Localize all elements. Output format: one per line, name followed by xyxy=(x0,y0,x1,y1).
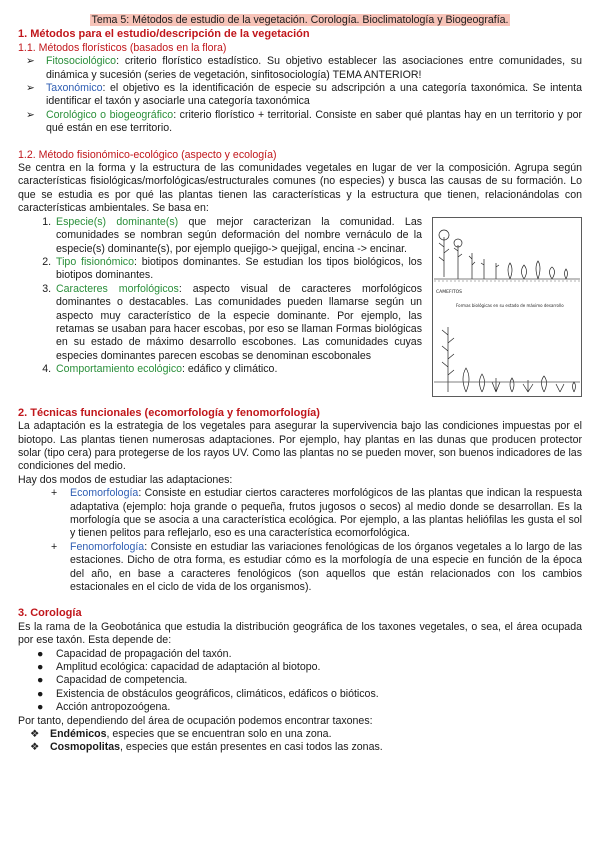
list-item xyxy=(30,741,582,754)
list-item: ● Amplitud ecológica: capacidad de adaptación al biotopo. xyxy=(37,661,321,673)
definition: : criterio florístico estadístico. Su objetivo establecer las asociaciones entre comunidades, su dinámica y sucesión (series de vegetación, sinfitosociología) TEMA ANTERIOR! xyxy=(46,55,582,81)
list-item xyxy=(26,82,582,109)
diamond-bullet-icon: ❖ xyxy=(30,741,40,754)
diamond-bullet-icon: ❖ xyxy=(30,728,40,741)
term: Endémicos xyxy=(50,728,107,741)
arrow-bullet-icon: ➢ xyxy=(26,82,35,95)
bullet-dot-icon: ● xyxy=(37,701,44,714)
section-2-intro: La adaptación es la estrategia de los vegetales para asegurar la supervivencia bajo las condiciones impuestas por el biotopo. Las plantas tienen numerosas adaptaciones. Por ejemplo, hay plantas en las dunas que producen protector solar (tipo cera) para protegerse de los rayos UV. Como las plantas no se pueden mover, son buenos indicadores de las condiciones del medio. xyxy=(18,420,582,473)
section-2-heading: 2. Técnicas funcionales (ecomorfología y fenomorfología) xyxy=(18,406,320,419)
definition: : aspecto visual de caracteres morfológicos dominantes o destacables. Las comunidades pueden llamarse según un aspecto muy característico de la especie dominante. Por ejemplo, las retamas se usaban para hacer escobas, por eso se llaman Formas biológicas en su estado de máximo desarrollo escobones. Las comunidades cuyas especies dominantes parecen escobas se denominan escobonales xyxy=(56,282,422,362)
bullet-dot-icon: ● xyxy=(37,674,44,687)
definition: , especies que están presentes en casi todos las zonas. xyxy=(120,741,383,754)
section-1-heading: 1. Métodos para el estudio/descripción de la vegetación xyxy=(18,28,310,41)
plus-bullet-icon: + xyxy=(51,487,58,500)
definition: : el objetivo es la identificación de especie su adscripción a una categoría taxonómica. Se intenta identificar el taxón y asociarle una categoría taxonómica xyxy=(46,82,582,108)
list-item xyxy=(26,55,582,82)
document-title: Tema 5: Métodos de estudio de la vegetación. Corología. Bioclimatología y Biogeografía. xyxy=(91,14,509,26)
section-2-intro-2: Hay dos modos de estudiar las adaptaciones: xyxy=(18,473,233,486)
life-forms-illustration xyxy=(432,217,582,397)
arrow-bullet-icon: ➢ xyxy=(26,108,35,121)
adaptation-methods-list xyxy=(18,487,582,594)
term: Ecomorfología xyxy=(70,487,139,500)
list-item xyxy=(51,487,582,541)
term: Corológico o biogeográfico xyxy=(46,108,174,121)
list-item: ● Capacidad de propagación del taxón. xyxy=(37,647,232,660)
bullet-dot-icon: ● xyxy=(37,647,44,660)
definition: que mejor caracterizan la comunidad. Las comunidades se nombran según deformación del nombre vernáculo de la especie(s) dominante(s), por ejemplo quejigo-> quejigal, encina -> encinar. xyxy=(56,215,423,255)
page xyxy=(18,14,582,755)
chorology-factors-list xyxy=(18,648,582,715)
definition: : criterio florístico + territorial. Consiste en saber qué plantas hay en un territorio y por qué están en ese territorio. xyxy=(46,108,583,135)
section-1-2-heading: 1.2. Método fisionómico-ecológico (aspecto y ecología) xyxy=(18,148,277,161)
figure-label-forms: Formas biológicas en su estado de máximo desarrollo xyxy=(456,302,564,308)
definition: : biotipos dominantes. Se estudian los tipos biológicos, los biotipos dominantes. xyxy=(56,255,422,282)
list-item xyxy=(30,728,582,741)
taxon-types-list xyxy=(18,728,582,755)
term: Fenomorfología xyxy=(70,540,145,553)
list-item: ● Capacidad de competencia. xyxy=(37,674,188,687)
section-3-intro-2: Por tanto, dependiendo del área de ocupación podemos encontrar taxones: xyxy=(18,714,373,727)
term: Especie(s) dominante(s) xyxy=(56,215,179,228)
term: Cosmopolitas xyxy=(50,741,121,754)
term: Taxonómico xyxy=(46,82,103,95)
section-1-1-heading: 1.1. Métodos florísticos (basados en la flora) xyxy=(18,41,227,54)
section-3-heading: 3. Corología xyxy=(18,607,82,620)
list-item: ● Existencia de obstáculos geográficos, climáticos, edáficos o bióticos. xyxy=(37,687,379,700)
term: Fitosociológico xyxy=(46,55,117,68)
list-item xyxy=(26,108,583,136)
section-1-2-intro: Se centra en la forma y la estructura de las comunidades vegetales en lugar de ver la composición. Agrupa según características fisiológicas/morfológicas/estructurales comunes (no especies) y busca las causas de su formación. Lo que se estudia es por qué las plantas tienen las características y la estructura que tienen, relacionándolas con características ambientales. Se basa en: xyxy=(18,162,582,215)
section-3-intro: Es la rama de la Geobotánica que estudia la distribución geográfica de los taxones vegetales, o sea, el área ocupada por ese taxón. Esta depende de: xyxy=(18,620,582,647)
bullet-dot-icon: ● xyxy=(37,687,44,700)
plus-bullet-icon: + xyxy=(51,540,58,553)
arrow-bullet-icon: ➢ xyxy=(26,55,35,68)
term: Tipo fisionómico xyxy=(56,255,134,268)
floristic-methods-list xyxy=(18,55,582,135)
definition: : edáfico y climático. xyxy=(182,363,278,376)
definition: , especies que se encuentran solo en una zona. xyxy=(106,728,332,741)
list-item: ● Acción antropozoógena. xyxy=(37,701,171,714)
definition: : Consiste en estudiar ciertos caracteres morfológicos de las plantas que indican la respuesta adaptativa (ejemplo: hoja grande o pequeña, frutos jugosos o secos) al medio donde se desarrollan. Es la morfología que se asocia a una característica ecológica. Por ejemplo, a las plantas heliófilas les gusta el sol y tienen pelitos para reflejarlo, eso es una característica ecomorfológica. xyxy=(70,487,582,540)
raunkiaer-figure xyxy=(432,217,582,397)
figure-label-camefitos: CAMEFITOS xyxy=(436,289,463,295)
list-item xyxy=(51,540,582,595)
definition: : Consiste en estudiar las variaciones fenológicas de los órganos vegetales a lo largo de las estaciones. Dicho de otra forma, es estudiar cómo es la morfología de una especie en función de la época del año, en base a caracteres fenológicos (son aquellos que están relacionados con los cambios estacionales en el ciclo de vida de los organismos). xyxy=(70,540,582,593)
document-title-wrap xyxy=(18,14,582,27)
term: Caracteres morfológicos xyxy=(56,282,179,295)
term: Comportamiento ecológico xyxy=(56,363,183,376)
bullet-dot-icon: ● xyxy=(37,661,44,673)
